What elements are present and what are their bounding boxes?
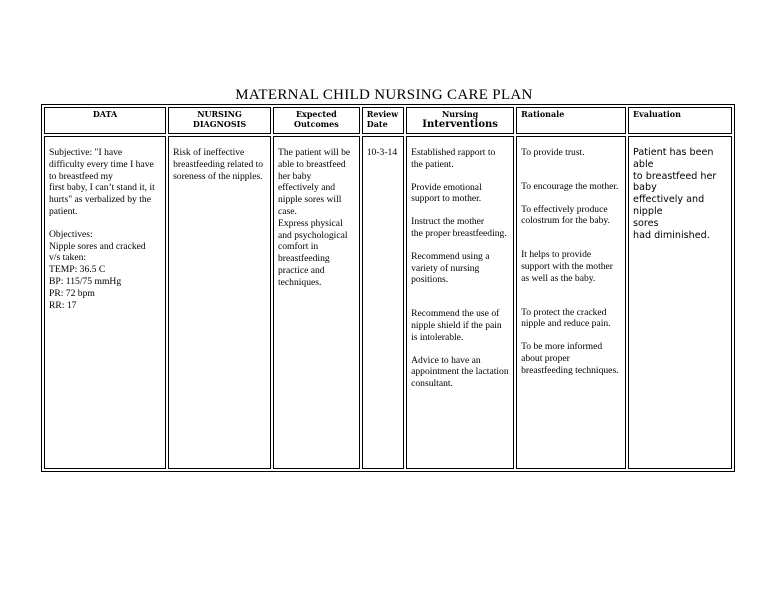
- header-data: [44, 107, 166, 134]
- intervention-line: the proper breastfeeding.: [411, 227, 507, 239]
- intervention-line: Provide emotional: [411, 181, 482, 193]
- review-date-value: 10-3-14: [366, 147, 398, 158]
- outcome-line: techniques.: [277, 276, 322, 288]
- outcome-line: Express physical: [277, 217, 343, 229]
- evaluation-line: effectively and nipple: [633, 194, 705, 217]
- header-interventions-line2: Interventions: [422, 119, 498, 130]
- header-rationale-label: Rationale: [521, 109, 565, 119]
- intervention-line: Instruct the mother: [411, 216, 485, 228]
- intervention-line: Recommend the use of: [411, 308, 500, 320]
- rationale-line: To encourage the mother.: [521, 180, 619, 192]
- rationale-line: It helps to provide: [521, 249, 592, 261]
- objectives-line: v/s taken:: [49, 252, 87, 264]
- intervention-line: variety of nursing: [411, 262, 480, 274]
- outcome-line: and psychological: [277, 229, 348, 241]
- intervention-line: consultant.: [411, 378, 453, 390]
- intervention-line: is intolerable.: [411, 331, 464, 343]
- header-data-label: DATA: [92, 109, 118, 119]
- diagnosis-line: breastfeeding related to: [173, 158, 264, 170]
- header-interventions: [406, 107, 514, 134]
- table-header-row: [44, 107, 732, 134]
- intervention-line: Advice to have an: [411, 354, 481, 366]
- header-interventions-line1: Nursing: [441, 109, 479, 119]
- intervention-line: appointment the lactation: [411, 366, 509, 378]
- vital-temp: TEMP: 36.5 C: [49, 264, 106, 276]
- intervention-line: Recommend using a: [411, 250, 490, 262]
- subjective-line: Subjective: "I have: [49, 147, 123, 158]
- vital-bp: BP: 115/75 mmHg: [49, 275, 122, 287]
- rationale-line: To be more informed: [521, 341, 603, 353]
- outcome-line: case.: [277, 205, 297, 217]
- table-body-row: [44, 136, 732, 469]
- rationale-cell: [516, 136, 626, 469]
- rationale-line: about proper: [521, 352, 570, 364]
- data-cell: [44, 136, 166, 469]
- outcome-line: breastfeeding: [277, 253, 330, 265]
- subjective-line: to breastfeed my: [49, 170, 113, 182]
- header-rationale: [516, 107, 626, 134]
- evaluation-line: had diminished.: [633, 229, 710, 241]
- outcome-line: comfort in: [277, 241, 319, 253]
- evaluation-cell: [628, 136, 732, 469]
- rationale-line: as well as the baby.: [521, 272, 596, 284]
- intervention-line: support to mother.: [411, 193, 482, 205]
- evaluation-line: Patient has been able: [633, 147, 714, 170]
- header-diagnosis-line1: NURSING: [197, 109, 242, 119]
- outcome-line: nipple sores will: [277, 194, 342, 206]
- intervention-line: the patient.: [411, 158, 454, 170]
- review-date-cell: [362, 136, 404, 469]
- intervention-line: nipple shield if the pain: [411, 319, 502, 331]
- outcome-line: her baby: [277, 170, 312, 182]
- outcome-line: The patient will be: [277, 147, 351, 158]
- care-plan-table: [41, 104, 735, 472]
- intervention-line: Established rapport to: [411, 147, 496, 158]
- rationale-line: To effectively produce: [521, 203, 608, 215]
- interventions-cell: [406, 136, 514, 469]
- diagnosis-line: soreness of the nipples.: [173, 170, 263, 182]
- vital-pr: PR: 72 bpm: [49, 287, 95, 299]
- header-review-line2: Date: [366, 119, 388, 129]
- header-review-line1: Review: [366, 109, 399, 119]
- rationale-line: support with the mother: [521, 260, 614, 272]
- rationale-line: colostrum for the baby.: [521, 215, 610, 227]
- header-outcomes: [273, 107, 360, 134]
- evaluation-line: sores: [633, 217, 659, 229]
- header-outcomes-line2: Outcomes: [293, 119, 339, 129]
- subjective-line: patient.: [49, 205, 78, 217]
- rationale-line: To provide trust.: [521, 147, 585, 158]
- objectives-line: Nipple sores and cracked: [49, 240, 146, 252]
- header-review-date: [362, 107, 404, 134]
- subjective-line: hurts" as verbalized by the: [49, 194, 151, 206]
- header-diagnosis-line2: DIAGNOSIS: [192, 119, 247, 129]
- vital-rr: RR: 17: [49, 299, 77, 311]
- header-outcomes-line1: Expected: [295, 109, 337, 119]
- subjective-line: first baby, I can’t stand it, it: [49, 182, 155, 194]
- diagnosis-cell: [168, 136, 271, 469]
- rationale-line: nipple and reduce pain.: [521, 318, 611, 330]
- header-diagnosis: [168, 107, 271, 134]
- header-evaluation-label: Evaluation: [633, 109, 681, 119]
- rationale-line: To protect the cracked: [521, 306, 607, 318]
- intervention-line: positions.: [411, 274, 449, 286]
- page-title: MATERNAL CHILD NURSING CARE PLAN: [235, 87, 533, 103]
- outcome-line: able to breastfeed: [277, 158, 346, 170]
- header-evaluation: [628, 107, 732, 134]
- outcomes-cell: [273, 136, 360, 469]
- rationale-line: breastfeeding techniques.: [521, 364, 619, 376]
- objectives-line: Objectives:: [49, 228, 93, 240]
- subjective-line: difficulty every time I have: [49, 158, 154, 170]
- evaluation-line: to breastfeed her baby: [633, 170, 717, 194]
- outcome-line: practice and: [277, 264, 325, 276]
- outcome-line: effectively and: [277, 182, 336, 194]
- diagnosis-line: Risk of ineffective: [173, 147, 245, 158]
